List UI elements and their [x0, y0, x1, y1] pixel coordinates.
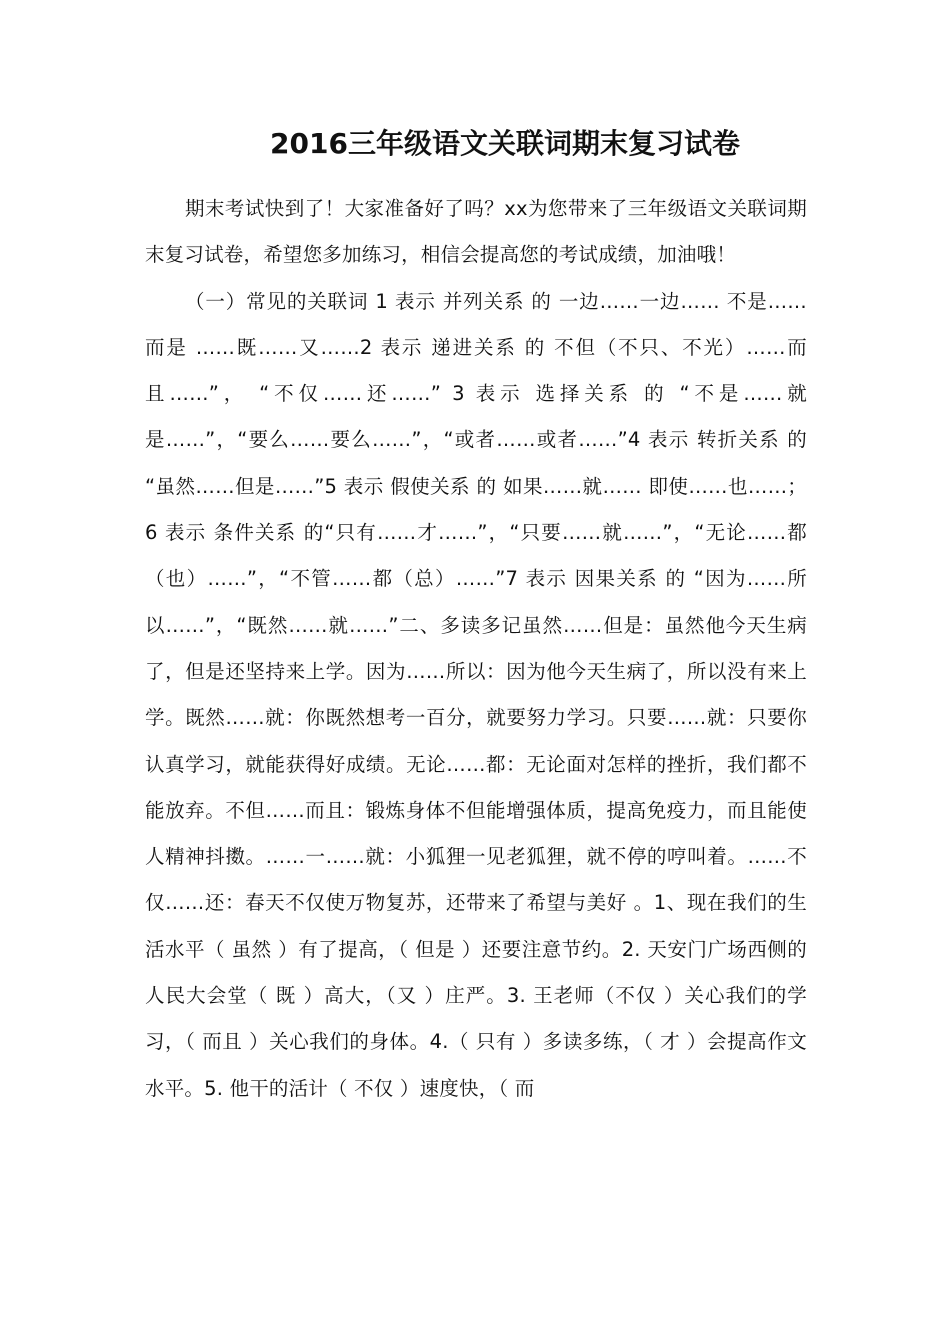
document-title: 2016三年级语文关联词期末复习试卷	[270, 127, 740, 160]
content-paragraph: （一）常见的关联词 1 表示 并列关系 的 一边……一边…… 不是……而是 ……既……又……2 表示 递进关系 的 不但（不只、不光）……而且……”， “不仅……还……” 3 表示 选择关系 的 “不是……就是……”，“要么……要么……”，“或者……或者……”4 表示 转折关系 的 “虽然……但是……”5 表示 假使关系 的 如果……就…… 即使……也……； 6 表示 条件关系 的“只有……才……”，“只要……就……”，“无论……都（也）……”，“不管……都（总）……”7 表示 因果关系 的 “因为……所以……”，“既然……就……”二、多读多记虽然……但是：虽然他今天生病了，但是还坚持来上学。因为……所以：因为他今天生病了，所以没有来上学。既然……就：你既然想考一百分，就要努力学习。只要……就：只要你认真学习，就能获得好成绩。无论……都：无论面对怎样的挫折，我们都不能放弃。不但……而且：锻炼身体不但能增强体质，提高免疫力，而且能使人精神抖擞。……一……就：小狐狸一见老狐狸，就不停的哼叫着。……不仅……还：春天不仅使万物复苏，还带来了希望与美好 。1、现在我们的生活水平（ 虽然 ）有了提高，（ 但是 ）还要注意节约。2. 天安门广场西侧的人民大会堂（ 既 ）高大，（又 ）庄严。3. 王老师（不仅 ）关心我们的学习，（ 而且 ）关心我们的身体。4.（ 只有 ）多读多练，（ 才 ）会提高作文水平。5. 他干的活计（ 不仅 ）速度快，（ 而	[145, 289, 807, 1100]
intro-paragraph: 期末考试快到了！大家准备好了吗？xx为您带来了三年级语文关联词期末复习试卷，希望您多加练习，相信会提高您的考试成绩，加油哦！	[145, 197, 807, 267]
document-body	[145, 186, 807, 1112]
